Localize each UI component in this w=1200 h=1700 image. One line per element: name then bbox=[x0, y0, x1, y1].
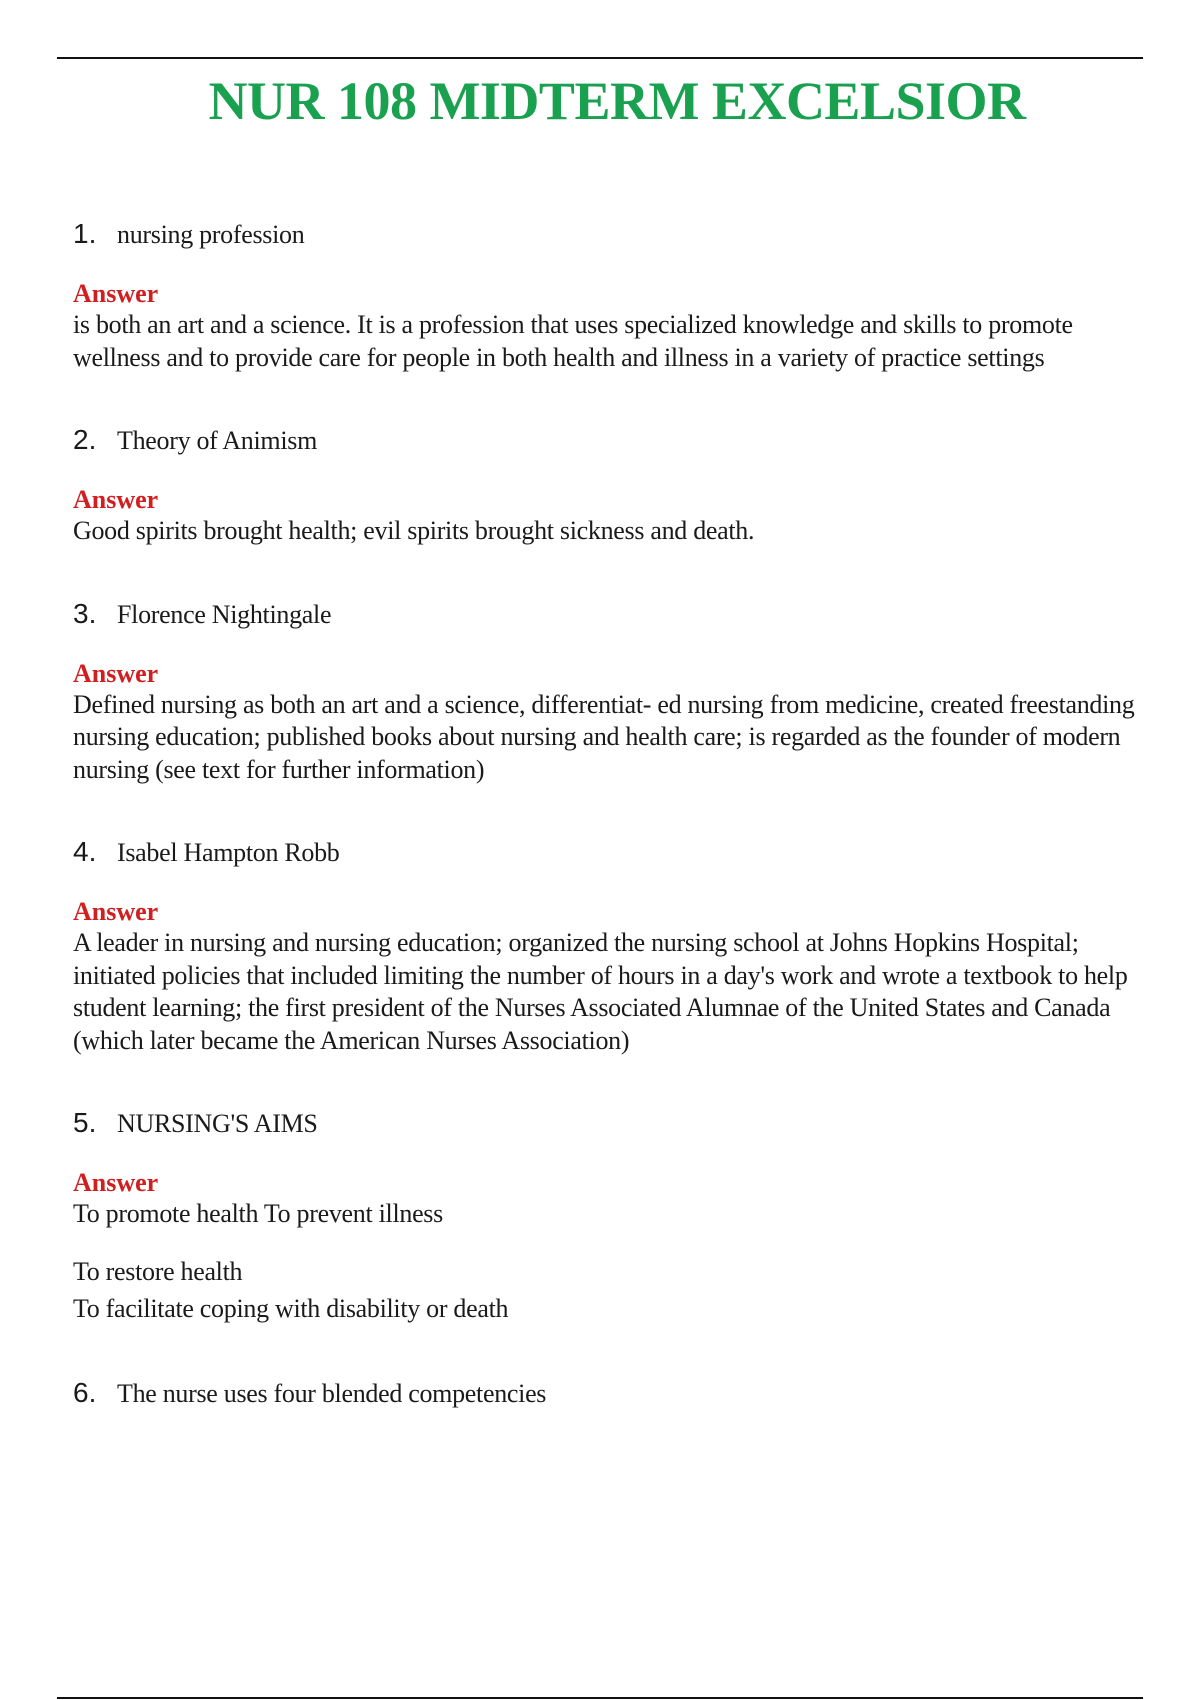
answer-text: Good spirits brought health; evil spirits brought sickness and death. bbox=[73, 516, 755, 545]
question-1 bbox=[73, 218, 1153, 251]
answer-label: Answer bbox=[73, 485, 159, 514]
question-text: The nurse uses four blended competencies bbox=[117, 1378, 547, 1408]
answer-text: A leader in nursing and nursing education; organized the nursing school at Johns Hopkins Hospital; initiated policies that included limiting the number of hours in a day's work and wrote a textbook to help student learning; the first president of the Nurses Associated Alumnae of the United States and Canada (which later became the American Nurses Association) bbox=[73, 928, 1128, 1055]
question-text: NURSING'S AIMS bbox=[117, 1109, 318, 1138]
answer-label: Answer bbox=[73, 658, 159, 688]
question-text: Florence Nightingale bbox=[117, 599, 332, 629]
qa-item-3 bbox=[73, 598, 1153, 787]
question-text: Isabel Hampton Robb bbox=[117, 838, 340, 867]
question-text: Theory of Animism bbox=[117, 426, 317, 455]
answer-label: Answer bbox=[73, 897, 159, 926]
question-6 bbox=[73, 1377, 1153, 1410]
qa-item-6 bbox=[73, 1377, 1153, 1410]
qa-item-5 bbox=[73, 1107, 1153, 1327]
bottom-rule bbox=[57, 1697, 1143, 1699]
question-3 bbox=[73, 598, 1153, 631]
answer-line-coping: To facilitate coping with disability or death bbox=[73, 1293, 509, 1323]
question-number: 2. bbox=[73, 424, 97, 455]
question-5 bbox=[73, 1107, 1153, 1140]
question-number: 5. bbox=[73, 1107, 97, 1138]
answer-label: Answer bbox=[73, 1168, 159, 1197]
qa-item-4 bbox=[73, 836, 1153, 1057]
qa-item-1 bbox=[73, 218, 1153, 374]
question-text: nursing profession bbox=[117, 220, 305, 249]
answer-label: Answer bbox=[73, 279, 159, 308]
question-2 bbox=[73, 424, 1153, 457]
question-number: 4. bbox=[73, 836, 97, 867]
top-rule bbox=[57, 57, 1143, 59]
answer-line-restore: To restore health bbox=[73, 1256, 243, 1286]
answer-text: Defined nursing as both an art and a science, differentiat- ed nursing from medicine, created freestanding nursing education; published books about nursing and health care; is regarded as the founder of modern nursing (see text for further information) bbox=[73, 689, 1135, 784]
answer-text-extra bbox=[73, 1253, 1153, 1327]
question-number: 3. bbox=[73, 597, 97, 629]
qa-list bbox=[73, 218, 1153, 1460]
answer-text: is both an art and a science. It is a profession that uses specialized knowledge and skills to promote wellness and to provide care for people in both health and illness in a variety of practice settings bbox=[73, 310, 1073, 372]
question-number: 6. bbox=[73, 1376, 97, 1408]
document-title: NUR 108 MIDTERM EXCELSIOR bbox=[208, 71, 1026, 131]
question-number: 1. bbox=[73, 218, 97, 249]
question-4 bbox=[73, 836, 1153, 869]
answer-text: To promote health To prevent illness bbox=[73, 1199, 443, 1228]
qa-item-2 bbox=[73, 424, 1153, 548]
